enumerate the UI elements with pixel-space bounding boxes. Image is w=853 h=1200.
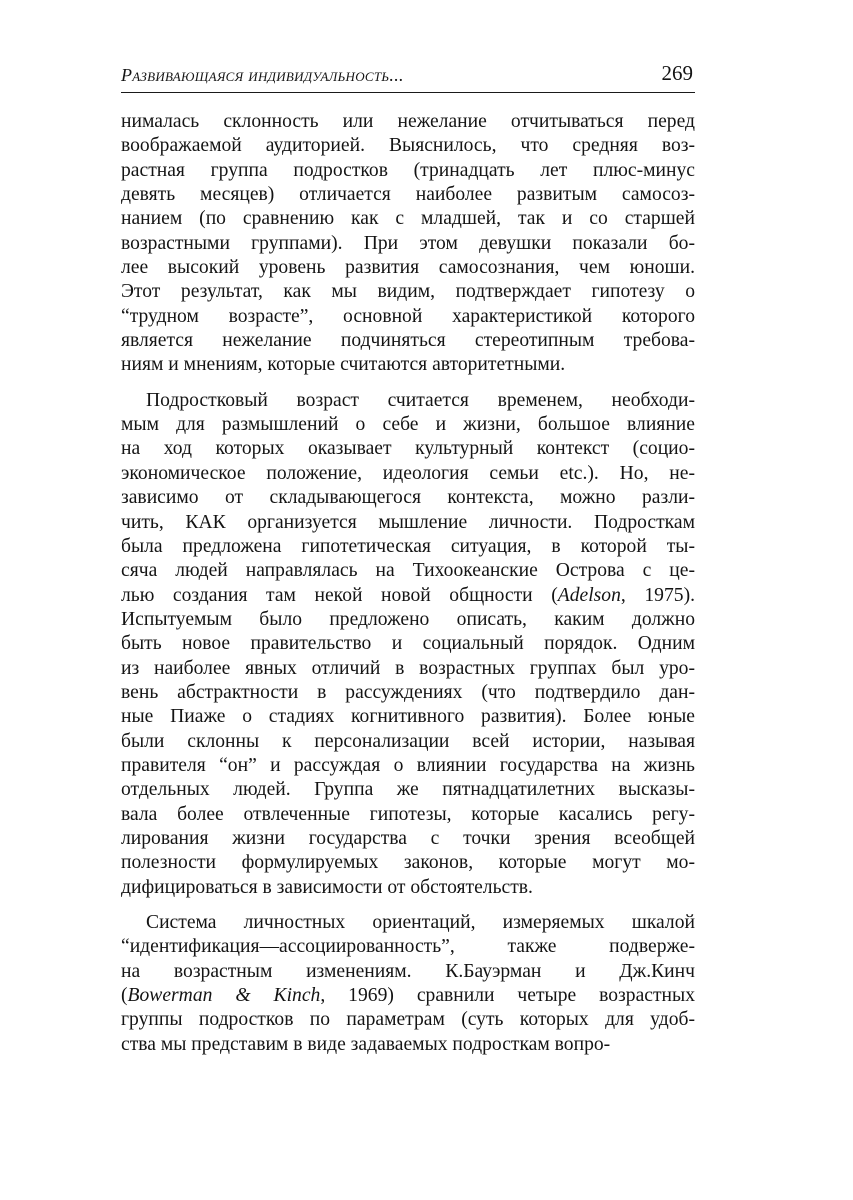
- text-line: нималась склонность или нежелание отчитываться перед: [121, 111, 695, 132]
- text-line: нанием (по сравнению как с младшей, так и со старшей: [121, 208, 695, 230]
- text-line: экономическое положение, идеология семьи etc.). Но, не-: [121, 462, 695, 484]
- text-line: правителя “он” и рассуждая о влиянии государства на жизнь: [121, 754, 695, 776]
- text-line: быть новое правительство и социальный порядок. Одним: [121, 633, 695, 655]
- text-line: сяча людей направлялась на Тихоокеанские Острова с це-: [121, 560, 695, 582]
- text-line: лирования жизни государства с точки зрения всеобщей: [121, 827, 695, 849]
- text-line: чить, КАК организуется мышление личности. Подросткам: [121, 511, 695, 533]
- line-segment: , 1975).: [620, 584, 695, 606]
- text-line: растная группа подростков (тринадцать лет плюс-минус: [121, 159, 695, 181]
- text-line: Испытуемым было предложено описать, каким должно: [121, 608, 695, 630]
- text-line: [121, 984, 695, 1008]
- paragraph: [121, 110, 695, 378]
- text-line: дифицироваться в зависимости от обстоятельств.: [121, 876, 533, 898]
- text-line: Система личностных ориентаций, измеряемых шкалой: [146, 912, 695, 933]
- text-line: “идентификация—ассоциированность”, также подверже-: [121, 936, 695, 958]
- text-line: на ход которых оказывает культурный контекст (социо-: [121, 438, 695, 460]
- line-segment: (: [121, 985, 128, 1007]
- running-title: Развивающаяся индивидуальность...: [121, 65, 404, 85]
- running-header: [121, 58, 695, 93]
- text-line: зависимо от складывающегося контекста, можно разли-: [121, 487, 695, 509]
- text-line: мым для размышлений о себе и жизни, большое влияние: [121, 414, 695, 436]
- body-text: [121, 110, 695, 1057]
- text-line: воображаемой аудиторией. Выяснилось, что средняя воз-: [121, 135, 695, 157]
- page-number: 269: [661, 61, 693, 85]
- paragraph: [121, 911, 695, 1057]
- line-segment: , 1969) сравнили четыре возрастных: [320, 985, 695, 1007]
- citation-author: Bowerman & Kinch: [127, 985, 321, 1007]
- text-line: девять месяцев) отличается наиболее развитым самосоз-: [121, 184, 695, 206]
- text-line: ниям и мнениям, которые считаются авторитетными.: [121, 354, 566, 376]
- text-line: на возрастным изменениям. К.Бауэрман и Дж.Кинч: [121, 960, 695, 982]
- text-line: вала более отвлеченные гипотезы, которые касались регу-: [121, 803, 695, 825]
- text-line: из наиболее явных отличий в возрастных группах был уро-: [121, 657, 695, 679]
- text-line: возрастными группами). При этом девушки показали бо-: [121, 232, 695, 254]
- text-line: “трудном возрасте”, основной характеристикой которого: [121, 305, 695, 327]
- citation-author: Adelson: [557, 584, 621, 606]
- text-line: [121, 584, 695, 608]
- paragraph-gap: [121, 900, 695, 911]
- text-line: является нежелание подчиняться стереотипным требова-: [121, 330, 695, 352]
- text-line: полезности формулируемых законов, которые могут мо-: [121, 852, 695, 874]
- text-line: лее высокий уровень развития самосознания, чем юноши.: [121, 257, 695, 279]
- text-line: Подростковый возраст считается временем, необходи-: [146, 389, 695, 411]
- line-segment: лью создания там некой новой общности (: [121, 584, 558, 606]
- paragraph: [121, 389, 695, 900]
- text-line: была предложена гипотетическая ситуация, в которой ты-: [121, 535, 695, 557]
- text-line: ные Пиаже о стадиях когнитивного развития). Более юные: [121, 706, 695, 728]
- text-line: вень абстрактности в рассуждениях (что подтвердило дан-: [121, 681, 695, 703]
- text-line: отдельных людей. Группа же пятнадцатилетних высказы-: [121, 779, 695, 801]
- text-line: ства мы представим в виде задаваемых подросткам вопро-: [121, 1033, 611, 1055]
- text-line: были склонны к персонализации всей истории, называя: [121, 730, 695, 752]
- paragraph-gap: [121, 378, 695, 389]
- text-line: группы подростков по параметрам (суть которых для удоб-: [121, 1009, 695, 1031]
- text-line: Этот результат, как мы видим, подтверждает гипотезу о: [121, 281, 695, 303]
